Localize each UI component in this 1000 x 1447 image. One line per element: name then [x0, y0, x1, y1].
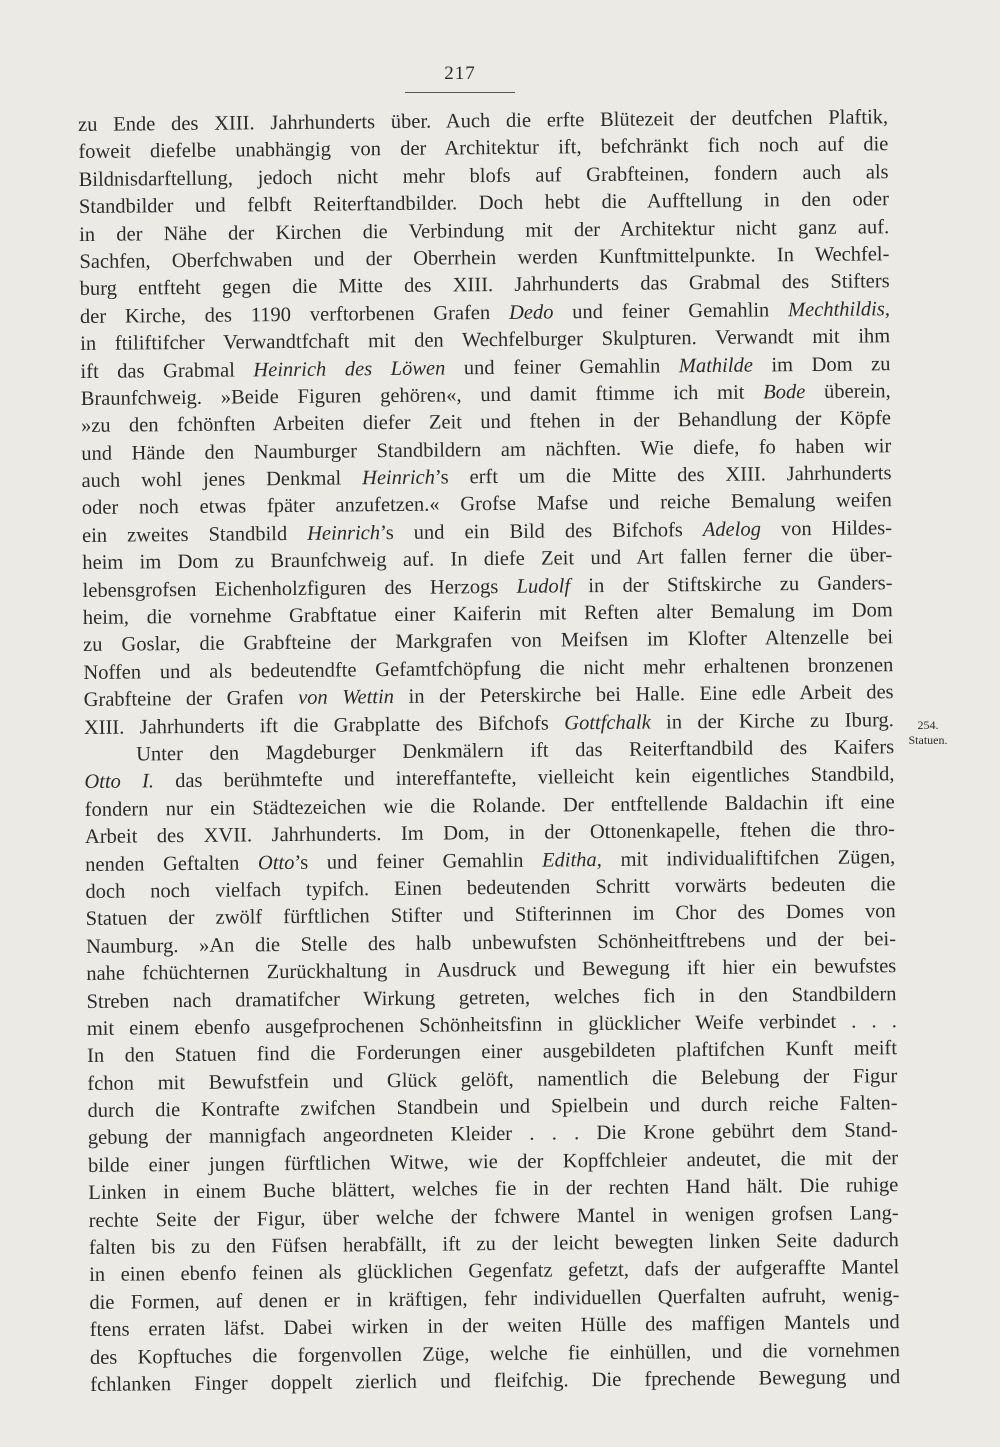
margin-note	[893, 718, 963, 748]
text-run: Naumburg. »An die Stelle des halb unbewufsten Schönheitftrebens und der bei-	[85, 927, 897, 958]
text-run: in der Nähe der Kirchen die Verbindung mit der Architektur nicht ganz auf.	[79, 215, 890, 246]
text-run: Arbeit des XVII. Jahrhunderts. Im Dom, in der Ottonenkapelle, ftehen die thro-	[84, 818, 896, 849]
text-run: des Kopftuches die forgenvollen Züge, welche fie einhüllen, und die vornehmen	[89, 1338, 901, 1369]
text-run: ’s erft um die Mitte des XIII. Jahrhunderts	[434, 462, 892, 489]
text-run: rechte Seite der Figur, über welche der fchwere Mantel in wenigen grofsen Lang-	[88, 1201, 899, 1232]
text-run: mit einem ebenfo ausgefprochenen Schönheitsfinn in glücklicher Weife verbindet . . .	[86, 1010, 897, 1040]
italic-name: Otto	[257, 851, 295, 874]
text-run: Noffen und als bedeutendfte Gefamtfchöpfung die nicht mehr erhaltenen bronzenen	[83, 654, 894, 684]
text-run: ift das Grabmal	[80, 358, 254, 383]
text-run: Unter den Magdeburger Denkmälern ift das Reiterftandbild des Kaifers	[136, 736, 895, 766]
text-run: zu Ende des XIII. Jahrhunderts über. Auch die erfte Blütezeit der deutfchen Plaftik,	[78, 106, 889, 136]
text-run: fondern nur ein Städtezeichen wie die Rolande. Der entftellende Baldachin ift eine	[84, 790, 895, 821]
text-run: heim im Dom zu Braunfchweig auf. In diefe Zeit und Art fallen ferner die über-	[82, 544, 893, 575]
text-run: foweit diefelbe unabhängig von der Architektur ift, befchränkt fich noch auf die	[78, 133, 889, 164]
italic-name: Editha,	[541, 848, 602, 872]
italic-name: Dedo	[508, 301, 554, 324]
text-run: im Dom zu	[752, 352, 891, 377]
text-run: von Hildes-	[760, 517, 893, 541]
text-run: oder noch etwas fpäter anzufetzen.« Grofse Mafse und reiche Bemalung weifen	[81, 489, 892, 520]
text-run: in der Kirche zu Iburg.	[650, 708, 894, 734]
text-run: und feiner Gemahlin	[445, 354, 679, 380]
text-run: Bildnisdarftellung, jedoch nicht mehr blofs auf Grabfteinen, fondern auch als	[78, 161, 889, 191]
text-run: fchon mit Bewufstfein und Glück gelöft, namentlich die Belebung der Figur	[87, 1064, 898, 1095]
italic-name: Bode	[763, 380, 806, 404]
text-run: Streben nach dramatifcher Wirkung getreten, welches fich in den Standbildern	[86, 982, 897, 1013]
text-run: falten bis zu den Füfsen herabfällt, ift zu der leicht bewegten linken Seite dadurch	[88, 1229, 899, 1259]
text-run: Sachfen, Oberfchwaben und der Oberrhein werden Kunftmittelpunkte. In Wechfel-	[79, 243, 890, 273]
page-header	[405, 62, 515, 93]
text-run: ftens erraten läfst. Dabei wirken in der weiten Hülle des maffigen Mantels und	[89, 1311, 900, 1342]
text-run: mit individualiftifchen Zügen,	[601, 845, 896, 871]
body-text	[78, 104, 900, 1399]
italic-name: Otto I.	[84, 770, 155, 794]
text-run: das berühmtefte und intereffantefte, vielleicht kein eigentliches Standbild,	[153, 763, 895, 793]
text-run: ein zweites Standbild	[81, 522, 308, 547]
italic-name: Heinrich	[361, 466, 436, 490]
text-run: zu Goslar, die Grabfteine der Markgrafen von Meifsen im Klofter Altenzelle bei	[83, 626, 894, 657]
italic-name: Mathilde	[678, 354, 753, 377]
text-run: ’s und ein Bild des Bifchofs	[379, 518, 703, 544]
text-run: Standbilder und felbft Reiterftandbilder. Doch hebt die Aufftellung in den oder	[78, 188, 889, 219]
italic-name: von Wettin	[298, 686, 395, 710]
text-run: bilde einer jungen fürftlichen Witwe, wie der Kopffchleier andeutet, die mit der	[88, 1147, 899, 1177]
text-run: lebensgrofsen Eichenholzfiguren des Herzogs	[82, 575, 517, 602]
page-number: 217	[444, 63, 476, 84]
text-run: in ftiliftifcher Verwandtfchaft mit den Wechfelburger Skulpturen. Verwandt mit ihm	[80, 325, 891, 356]
text-run: in einen ebenfo feinen als glücklichen Gegenfatz gefetzt, dafs der aufgeraffte Mantel	[89, 1256, 900, 1287]
italic-name: Mechthildis,	[787, 297, 891, 321]
text-run: in der Peterskirche bei Halle. Eine edle Arbeit des	[393, 681, 894, 709]
text-run: auch wohl jenes Denkmal	[81, 467, 363, 493]
text-run: Statuen der zwölf fürftlichen Stifter und Stifterinnen im Chor des Domes von	[85, 900, 896, 931]
text-run: Braunfchweig. »Beide Figuren gehören«, und damit ftimme ich mit	[80, 381, 764, 410]
text-run: heim, die vornehme Grabftatue einer Kaiferin mit Reften alter Bemalung im Dom	[82, 599, 893, 630]
margin-note-section-number: 254.	[917, 718, 939, 732]
italic-name: Heinrich	[307, 521, 381, 545]
text-run: die Formen, auf denen er in kräftigen, fehr individuellen Querfalten aufruht, wenig-	[89, 1283, 900, 1314]
text-run: nenden Geftalten	[85, 851, 259, 876]
text-run: Linken in einem Buche blättert, welches fie in der rechten Hand hält. Die ruhige	[88, 1174, 899, 1205]
text-run: »zu den fchönften Arbeiten diefer Zeit und ftehen in der Behandlung der Köpfe	[80, 407, 892, 438]
text-run: in der Stiftskirche zu Ganders-	[569, 571, 893, 597]
text-run: doch noch vielfach typifch. Einen bedeutenden Schritt vorwärts bedeuten die	[85, 873, 896, 903]
italic-name: Gottfchalk	[564, 711, 651, 734]
text-run: ’s und feiner Gemahlin	[294, 849, 543, 874]
italic-name: Adelog	[702, 518, 762, 541]
text-run: überein,	[805, 380, 891, 403]
text-run: der Kirche, des 1190 verftorbenen Grafen	[79, 301, 510, 328]
text-run: In den Statuen find die Forderungen einer ausgebildeten plaftifchen Kunft meift	[86, 1037, 898, 1068]
header-rule	[405, 92, 515, 93]
text-run: und feiner Gemahlin	[553, 298, 789, 324]
italic-name: Heinrich des Löwen	[253, 357, 446, 381]
text-run: durch die Kontrafte zwifchen Standbein und Spielbein und durch reiche Falten-	[87, 1092, 898, 1123]
margin-note-label: Statuen.	[908, 733, 948, 747]
text-run: nahe fchüchternen Zurückhaltung in Ausdruck und Bewegung ift hier ein bewufstes	[86, 955, 897, 986]
text-run: XIII. Jahrhunderts ift die Grabplatte des Bifchofs	[83, 711, 565, 739]
italic-name: Ludolf	[516, 574, 571, 598]
text-run: fchlanken Finger doppelt zierlich und fleifchig. Die fprechende Bewegung und	[90, 1366, 901, 1396]
text-run: Grabfteine der Grafen	[83, 687, 299, 712]
text-run: gebung der mannigfach angeordneten Kleider . . . Die Krone gebührt dem Stand-	[87, 1119, 898, 1150]
text-run: und Hände den Naumburger Standbildern am nächften. Wie diefe, fo haben wir	[81, 434, 892, 465]
text-run: burg entfteht gegen die Mitte des XIII. Jahrhunderts das Grabmal des Stifters	[79, 270, 890, 301]
